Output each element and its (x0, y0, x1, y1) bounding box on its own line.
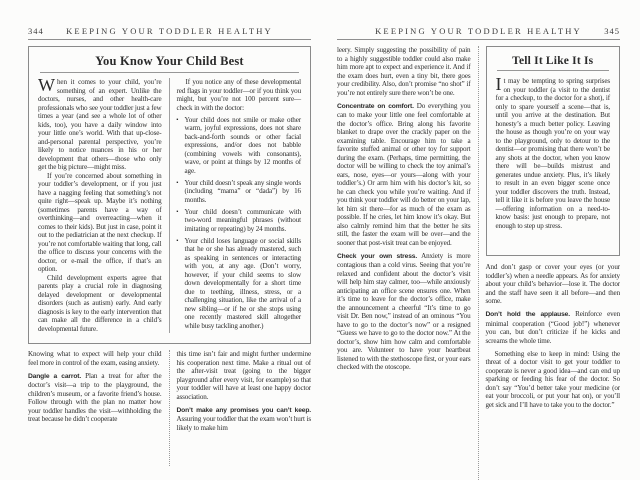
tip-paragraph (337, 102, 471, 248)
paragraph-text: Do everything you can to make your little one feel comfortable at the doctor’s office. Bring along his favorite blanket to drape over the crackly paper on the examining table. Encourage him to take a favorite stuffed animal or other toy for support during the exam. (Perhaps, time permitting, the doctor will be willing to check the toy animal’s ears, nose, eyes—or yours—along with your toddler’s.) Or arm him with his doctor’s kit, so he can check you while you’re waiting. And if you think your toddler will do better on your lap, let him sit there—for as much of the exam as possible. If he cries, let him know it’s okay. But also calmly remind him that the better he sits still, the faster the exam will be over—and the sooner that post-visit treat can be enjoyed. (337, 101, 471, 247)
right-page-columns (337, 46, 620, 480)
box-title: You Know Your Child Best (95, 54, 244, 68)
you-know-your-child-best-box (28, 46, 311, 344)
box-column-left (38, 75, 170, 333)
paragraph: Child development experts agree that parents play a crucial role in diagnosing delayed development or developmental disorders (such as autism) early. And early diagnosis is key to the early intervention that can make all the difference in a child’s developmental future. (38, 273, 162, 333)
list-item-text: Your child loses language or social skills that he or she has already mastered, such as speaking in sentences or interacting with you, at any age. (Don’t worry, however, if your child seems to slow down developmentally for a short time due to teething, illness, stress, or a challenging situation, like the arrival of a new sibling—or if he or she stops using one recently mastered skill altogether while busy tackling another.) (184, 236, 301, 330)
paragraph: If you notice any of these developmental red flags in your toddler—or if you think you might, but you’re not 100 percent sure—check in with the doctor: (176, 78, 301, 112)
paragraph (495, 74, 612, 230)
square-bullet-icon: ▪ (176, 116, 179, 123)
paragraph-text: Anxiety is more contagious than a cold virus. Seeing that you’re relaxed and confident about the doctor’s visit will help him stay calmer, too—while anxiously anticipating an office scene ensures one. When it’s time to leave for the doctor’s office, make the announcement a cheerful “It’s time to go visit Dr. Ben now,” instead of an ominous “You have to go to the doctor’s now” or a resigned “Guess we have to go to the doctor now.” At the doctor’s, show him how calm and comfortable you are. Volunteer to have your heartbeat listened to with the stethoscope first, or your ears checked with the otoscope. (337, 251, 471, 371)
running-head-right: KEEPING YOUR TODDLER HEALTHY (375, 26, 582, 36)
right-page-header (337, 26, 620, 40)
left-page-number: 344 (28, 26, 44, 36)
left-page-columns (28, 350, 311, 466)
tip-lead-in: Don’t hold the applause. (485, 311, 570, 318)
paragraph: And don’t gasp or cover your eyes (or your toddler’s) when a needle appears. As for anxiety about your child’s behavior—lose it. The doctor and the staff have seen it all before—and then some. (485, 263, 620, 305)
tip-lead-in: Check your own stress. (337, 252, 418, 260)
left-page-header (28, 26, 311, 40)
list-item (177, 179, 302, 205)
paragraph: Something else to keep in mind: Using the threat of a doctor visit to get your toddler to cooperate is never a good idea—and can end up sparking or feeding his fear of the doctor. So don’t say “You’d better take your medicine (or eat your broccoli, or put your hat on), or you’ll get sick and I’ll have to take you to the doctor.” (485, 349, 620, 409)
tip-lead-in: Don’t make any promises you can’t keep. (176, 406, 311, 414)
box-columns (38, 75, 301, 333)
tip-paragraph (486, 310, 621, 345)
tip-paragraph (28, 372, 162, 424)
left-page-column-right (170, 350, 312, 466)
tip-paragraph (177, 406, 312, 433)
tip-paragraph (337, 252, 471, 372)
paragraph-text: Plan a treat for after the doctor’s visit—a trip to the playground, the children’s museum, or a favorite friend’s house. Follow through with the plan no matter how your toddler handles the visit—withholding the treat because he didn’t cooperate (28, 371, 162, 423)
dropcap-i: I (495, 74, 502, 94)
paragraph-text: Reinforce even minimal cooperation (“Good job!”) whenever you can, but don’t criticize if he kicks and screams the whole time. (485, 310, 620, 345)
running-head-left: KEEPING YOUR TODDLER HEALTHY (66, 26, 273, 36)
box-column-right (170, 78, 302, 333)
list-item (177, 237, 302, 331)
right-page-column-left (337, 46, 479, 480)
tip-lead-in: Dangle a carrot. (28, 372, 82, 380)
paragraph: this time isn’t fair and might further undermine his cooperation next time. Make a ritual out of the after-visit treat (going to the bigger playground after every visit, for example) so that your toddler will have at least one happy doctor association. (176, 350, 311, 401)
list-item-text: Your child doesn’t communicate with two-word meaningful phrases (without imitating or repeating) by 24 months. (184, 207, 301, 233)
paragraph-text: hen it comes to your child, you’re something of an expert. Unlike the doctors, nurses, and other health-care professionals who see your toddler just a few times a year (and see a whole lot of other kids, too), you have a daily window into your little one’s world. With that up-close-and-personal parental perspective, you’re likely to notice nuances in his or her development that others—those who only get the big picture—might miss. (38, 78, 162, 171)
box-title: Tell It Like It Is (512, 55, 594, 67)
right-page-column-right (479, 46, 621, 480)
left-page-column-left (28, 350, 170, 466)
paragraph-text: t may be tempting to spring surprises on your toddler (a visit to the dentist for a checkup, to the doctor for a shot), if only to spare yourself a scene—that is, until you arrive at the destination. But honesty’s a much better policy. Leaving the house as though you’re on your way to the playground, only to detour to the dentist—or promising that there won’t be any shots at the doctor, when you know there will be—builds mistrust and generates undue anxiety. Plus, it’s likely to result in an even bigger scene once your toddler discovers the truth. Instead, tell it like it is before you leave the house—offering information on a need-to-know basis: just enough to prepare, not enough to step up stress. (495, 77, 610, 230)
square-bullet-icon: ▪ (176, 179, 179, 186)
paragraph-text: Assuring your toddler that the exam won’t hurt is likely to make him (176, 415, 311, 432)
box-title-rule (40, 72, 299, 73)
right-page-number: 345 (604, 26, 620, 36)
dropcap-w: W (38, 75, 55, 95)
list-item (177, 208, 302, 234)
tip-lead-in: Concentrate on comfort. (337, 102, 414, 110)
right-page (337, 26, 620, 480)
paragraph: Knowing what to expect will help your child feel more in control of the exam, easing anxiety. (28, 350, 162, 367)
paragraph: If you’re concerned about something in your toddler’s development, or if you just have a nagging feeling that something’s not quite right—speak up. Maybe it’s nothing (sometimes parents have a way of overthinking—and overreacting—when it comes to their kids). But just in case, point it out to the pediatrician at the next checkup. If you’re not comfortable waiting that long, call the office to discuss your concerns with the doctor, or e-mail the office, if that’s an option. (38, 171, 162, 273)
paragraph (38, 75, 162, 172)
left-page (28, 26, 311, 480)
square-bullet-icon: ▪ (176, 208, 179, 215)
box-title-rule (497, 70, 610, 71)
square-bullet-icon: ▪ (176, 237, 179, 244)
red-flags-list (177, 116, 302, 331)
list-item-text: Your child doesn’t speak any single words (including “mama” or “dada”) by 16 months. (184, 178, 301, 204)
list-item (177, 116, 302, 176)
tell-it-like-it-is-box (486, 46, 621, 256)
paragraph: leery. Simply suggesting the possibility of pain to a highly suggestible toddler could also make him more apt to expect and experience it. And if the exam does hurt, even a tiny bit, there goes your credibility. Also, don’t promise “no shot” if you’re not entirely sure there won’t be one. (337, 46, 471, 97)
list-item-text: Your child does not smile or make other warm, joyful expressions, does not share back-and-forth sounds or other facial expressions, and/or does not babble (combining vowels with consonants), wave, or point at things by 12 months of age. (184, 115, 301, 175)
